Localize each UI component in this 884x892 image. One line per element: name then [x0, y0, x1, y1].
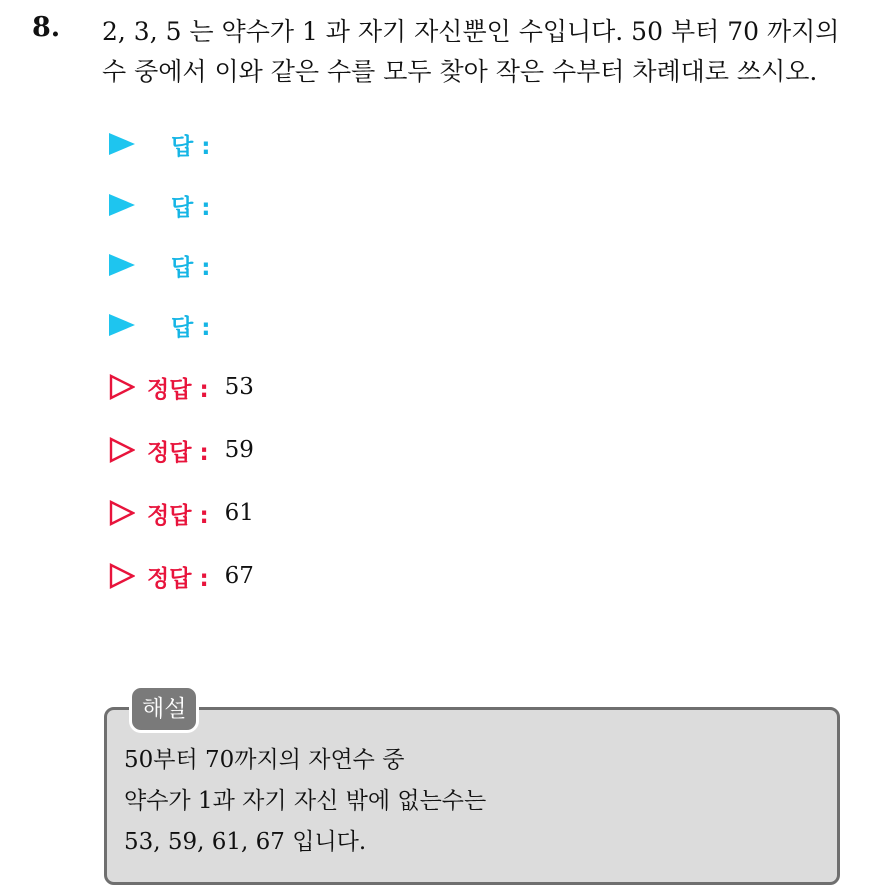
correct-answer-row [109, 559, 254, 593]
explanation-text [124, 740, 486, 863]
explanation-line: 약수가 1과 자기 자신 밖에 없는수는 [124, 788, 487, 814]
correct-answer-row [109, 370, 254, 404]
correct-answer-value: 61 [224, 500, 254, 526]
question-text [102, 12, 872, 92]
answer-row [109, 127, 210, 161]
correct-answer-value: 59 [224, 437, 254, 463]
answer-label: 답 : [171, 314, 211, 341]
explanation-line: 53, 59, 61, 67 입니다. [124, 829, 367, 855]
correct-answer-row [109, 496, 254, 530]
correct-answer-value: 67 [224, 563, 254, 589]
correct-answer-label: 정답 : [147, 376, 209, 403]
outline-triangle-icon [109, 563, 135, 589]
correct-answer-label: 정답 : [147, 502, 209, 529]
question-number: 8. [32, 12, 61, 43]
correct-answer-label: 정답 : [147, 565, 209, 592]
question-line: 2, 3, 5 는 약수가 1 과 자기 자신뿐인 수입니다. 50 부터 70 까지의 [102, 17, 840, 46]
outline-triangle-icon [109, 437, 135, 463]
answer-row [109, 248, 210, 282]
outline-triangle-icon [109, 374, 135, 400]
answer-label: 답 : [171, 133, 211, 160]
answer-label: 답 : [171, 194, 211, 221]
filled-triangle-icon [109, 194, 135, 216]
correct-answer-label: 정답 : [147, 439, 209, 466]
answer-label: 답 : [171, 254, 211, 281]
correct-answer-value: 53 [224, 374, 254, 400]
correct-answer-row [109, 433, 254, 467]
question-line: 수 중에서 이와 같은 수를 모두 찾아 작은 수부터 차례대로 쓰시오. [102, 57, 818, 86]
outline-triangle-icon [109, 500, 135, 526]
filled-triangle-icon [109, 254, 135, 276]
answer-row [109, 188, 210, 222]
filled-triangle-icon [109, 314, 135, 336]
explanation-tag: 해설 [129, 685, 199, 733]
answer-row [109, 308, 210, 342]
explanation-line: 50부터 70까지의 자연수 중 [124, 747, 405, 773]
filled-triangle-icon [109, 133, 135, 155]
